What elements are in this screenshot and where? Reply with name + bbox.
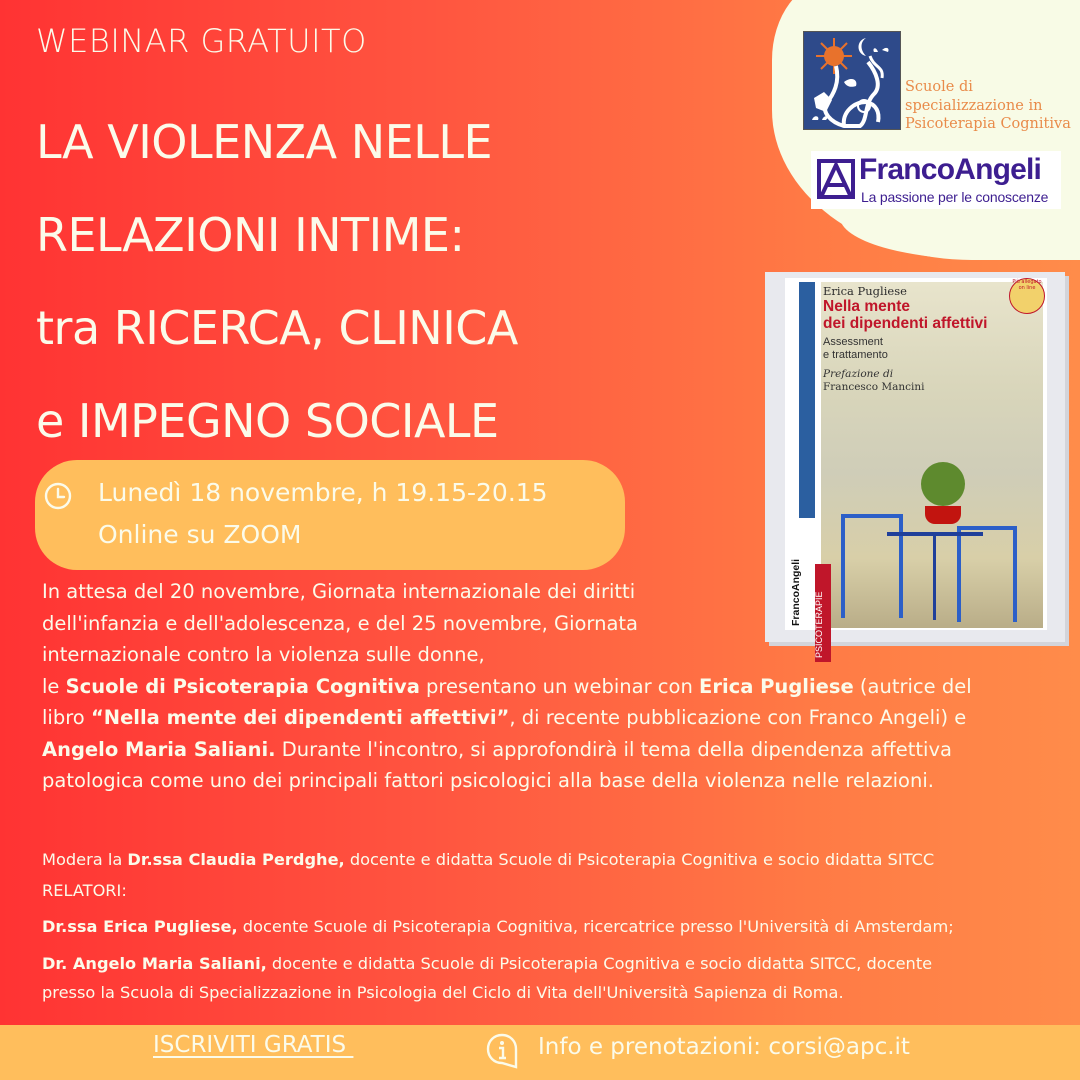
event-datetime: Lunedì 18 novembre, h 19.15-20.15 [98,478,548,507]
intro-line: internazionale contro la violenza sulle donne, [42,643,485,666]
book-author: Erica Pugliese [823,284,907,298]
book-blue-band [799,282,815,518]
register-free-link[interactable]: ISCRIVITI GRATIS [153,1032,354,1058]
book-title: Nella mente dei dipendenti affettivi [823,298,988,332]
book-online-badge: Più allegato on line [1009,278,1045,314]
tree-sun-moon-icon [804,32,900,129]
description-line: libro “Nella mente dei dipendenti affettivi”, di recente pubblicazione con Franco Angeli) e [42,706,967,729]
description-line: le Scuole di Psicoterapia Cognitiva presentano un webinar con Erica Pugliese (autrice del [42,674,972,698]
relatori-label: RELATORI: [42,881,127,900]
eyebrow-label: WEBINAR GRATUITO [36,22,367,60]
title-line: e IMPEGNO SOCIALE [36,394,499,448]
title-line: tra RICERCA, CLINICA [36,301,518,355]
title-line: RELAZIONI INTIME: [36,208,465,262]
title-line: LA VIOLENZA NELLE [36,115,493,169]
francoangeli-tagline: La passione per le conoscenze [861,189,1049,205]
moderator-line: Modera la Dr.ssa Claudia Perdghe, docente e didatta Scuole di Psicoterapia Cognitiva e socio didatta SITCC [42,850,935,869]
speaker-line: Dr. Angelo Maria Saliani, docente e didatta Scuole di Psicoterapia Cognitiva e socio didatta SITCC, docente [42,954,933,973]
clock-icon [44,482,72,510]
francoangeli-name: FrancoAngeli [859,153,1042,186]
intro-line: dell'infanzia e dell'adolescenza, e del 25 novembre, Giornata [42,611,638,635]
potted-plant [921,462,965,506]
francoangeli-mark-icon [817,159,855,199]
page-title [36,96,756,468]
speaker-line: Dr.ssa Erica Pugliese, docente Scuole di Psicoterapia Cognitiva, ricercatrice presso l'Università di Amsterdam; [42,917,954,936]
event-location: Online su ZOOM [98,520,302,549]
spc-logo [803,31,901,130]
francoangeli-logo [811,151,1061,209]
book-preface: Prefazione di Francesco Mancini [823,368,925,393]
info-icon [486,1033,518,1069]
red-pot [925,506,961,524]
event-datetime-pill [35,460,625,570]
intro-line: In attesa del 20 novembre, Giornata internazionale dei diritti [42,580,636,603]
info-contact: Info e prenotazioni: corsi@apc.it [538,1034,910,1060]
book-series-label: PSICOTERAPIE [814,591,824,658]
spc-logo-text: Scuole di specializzazione in Psicoterapia Cognitiva [905,79,1071,132]
event-description [42,576,1052,797]
book-subtitle: Assessment e trattamento [823,336,888,361]
book-publisher: FrancoAngeli [790,558,802,626]
speaker-line-cont: presso la Scuola di Specializzazione in Psicologia del Ciclo di Vita dell'Università Sapienza di Roma. [42,983,844,1002]
description-line: Angelo Maria Saliani. Durante l'incontro, si approfondirà il tema della dipendenza affettiva [42,737,952,761]
description-line: patologica come uno dei principali fattori psicologici alla base della violenza nelle relazioni. [42,769,934,792]
